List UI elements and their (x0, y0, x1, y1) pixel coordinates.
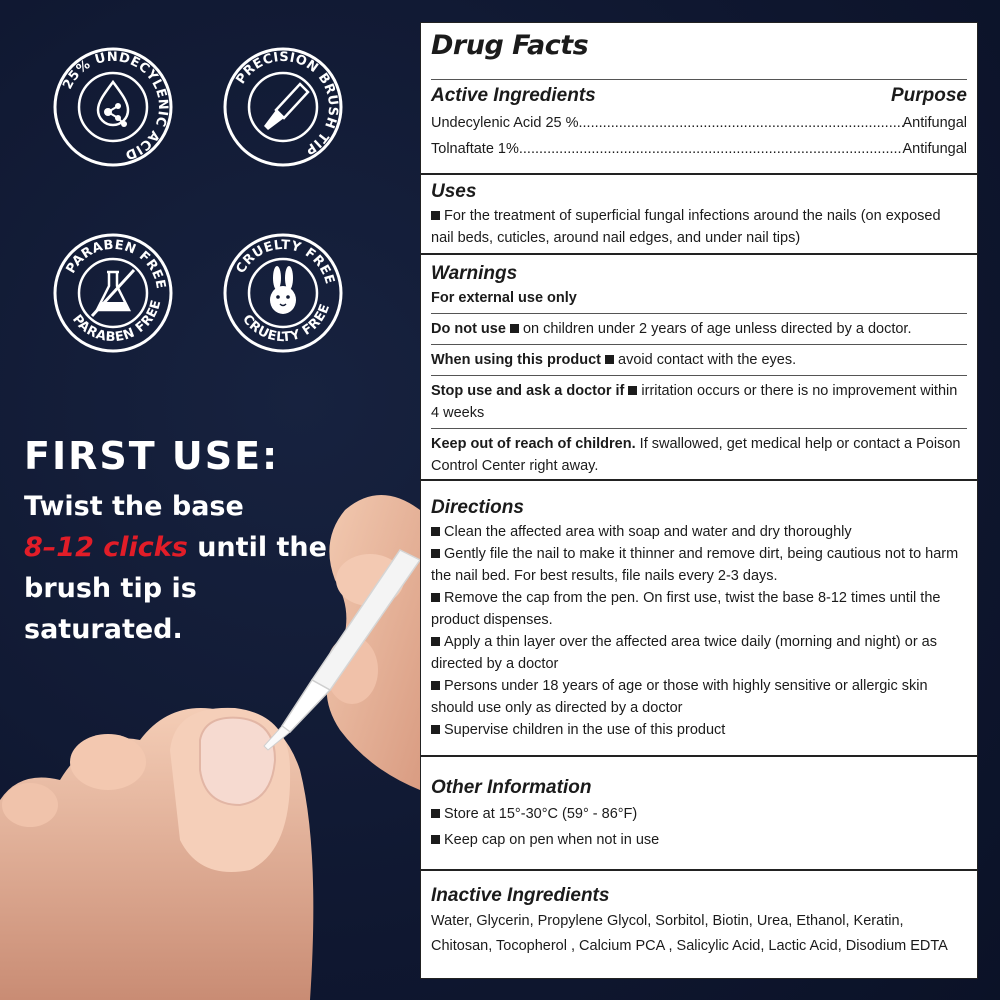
stop-use-text: irritation occurs or there is no improvement within 4 weeks (431, 383, 958, 421)
direction-text: Supervise children in the use of this product (444, 722, 726, 738)
drug-facts-panel (420, 22, 978, 979)
active-ingredient-row (431, 112, 967, 134)
other-text: Keep cap on pen when not in use (444, 832, 660, 848)
badge-label-bottom: PARABEN FREE (69, 298, 165, 346)
badge-label-bottom: CRUELTY FREE (239, 301, 334, 346)
other-item (431, 803, 967, 825)
stop-use-label: Stop use and ask a doctor if (431, 383, 625, 399)
molecule-drop-icon (98, 82, 128, 127)
direction-text: Persons under 18 years of age or those with highly sensitive or allergic skin should use only as directed by a doctor (431, 678, 928, 716)
other-text: Store at 15°-30°C (59° - 86°F) (444, 806, 638, 822)
direction-item (431, 675, 967, 719)
inactive-ingredients-text: Water, Glycerin, Propylene Glycol, Sorbitol, Biotin, Urea, Ethanol, Keratin, Chitosan, Tocopherol , Calcium PCA , Salicylic Acid, Lactic Acid, Disodium EDTA (431, 913, 948, 954)
divider (431, 79, 967, 80)
do-not-use-label: Do not use (431, 321, 506, 337)
inactive-ingredients-heading: Inactive Ingredients (431, 885, 610, 906)
paraben-free-badge (52, 232, 174, 354)
when-using-text: avoid contact with the eyes. (618, 352, 797, 368)
direction-text: Gently file the nail to make it thinner and remove dirt, being cautious not to harm the nail bed. For best results, file nails every 2-3 days. (431, 546, 959, 584)
direction-item (431, 543, 967, 587)
active-ingredients-heading: Active Ingredients (431, 85, 596, 106)
keep-out-text: If swallowed, get medical help or contact a Poison Control Center right away. (431, 436, 961, 474)
brush-tip-icon (264, 84, 308, 130)
badge-label: PRECISION BRUSH TIP (233, 49, 341, 158)
uses-section (421, 173, 977, 249)
direction-text: Clean the affected area with soap and water and dry thoroughly (444, 524, 852, 540)
keep-out-label: Keep out of reach of children. (431, 436, 636, 452)
ingredient-name: Tolnaftate 1% (431, 141, 519, 157)
purpose-heading: Purpose (890, 85, 967, 106)
warnings-section (421, 253, 977, 481)
direction-text: Remove the cap from the pen. On first use, twist the base 8-12 times until the product dispenses. (431, 590, 941, 628)
first-use-line-a: Twist the base (24, 491, 244, 522)
inactive-ingredients-section (421, 869, 977, 959)
other-item (431, 829, 967, 851)
other-information-section (421, 755, 977, 851)
direction-item (431, 719, 967, 741)
ingredient-purpose: Antifungal (902, 115, 967, 131)
uses-text: For the treatment of superficial fungal infections around the nails (on exposed nail beds, cuticles, around nail edges, and under nail tips) (431, 208, 941, 246)
when-using-label: When using this product (431, 352, 601, 368)
active-ingredients-header (431, 83, 967, 109)
uses-heading: Uses (431, 181, 477, 202)
undecylenic-acid-badge (52, 46, 174, 168)
cruelty-free-badge (222, 232, 344, 354)
first-use-line-b: until the brush tip is saturated. (24, 532, 327, 645)
directions-section (421, 479, 977, 741)
ingredient-name: Undecylenic Acid 25 % (431, 115, 579, 131)
precision-brush-tip-badge (222, 46, 344, 168)
direction-item (431, 587, 967, 631)
leader-dots (519, 138, 903, 160)
badge-label-top: PARABEN FREE (63, 237, 168, 291)
active-ingredient-row (431, 138, 967, 160)
badge-label-top: CRUELTY FREE (233, 237, 338, 287)
leader-dots (579, 112, 903, 134)
warnings-heading: Warnings (431, 263, 518, 284)
first-use-clicks: 8–12 clicks (24, 532, 188, 563)
first-use-heading: FIRST USE: (24, 434, 280, 478)
drug-facts-title: Drug Facts (431, 30, 589, 61)
do-not-use-text: on children under 2 years of age unless directed by a doctor. (522, 321, 912, 337)
badge-label: 25% UNDECYLENIC ACID (60, 49, 171, 163)
applying-pen-to-toenail-image (0, 470, 420, 1000)
ingredient-purpose: Antifungal (902, 141, 967, 157)
direction-item (431, 631, 967, 675)
direction-text: Apply a thin layer over the affected area twice daily (morning and night) or as directed by a doctor (431, 634, 937, 672)
other-information-heading: Other Information (431, 777, 592, 798)
external-use-text: For external use only (431, 290, 577, 306)
flask-icon (92, 270, 134, 316)
directions-heading: Directions (431, 497, 524, 518)
rabbit-icon (270, 266, 296, 314)
direction-item (431, 521, 967, 543)
